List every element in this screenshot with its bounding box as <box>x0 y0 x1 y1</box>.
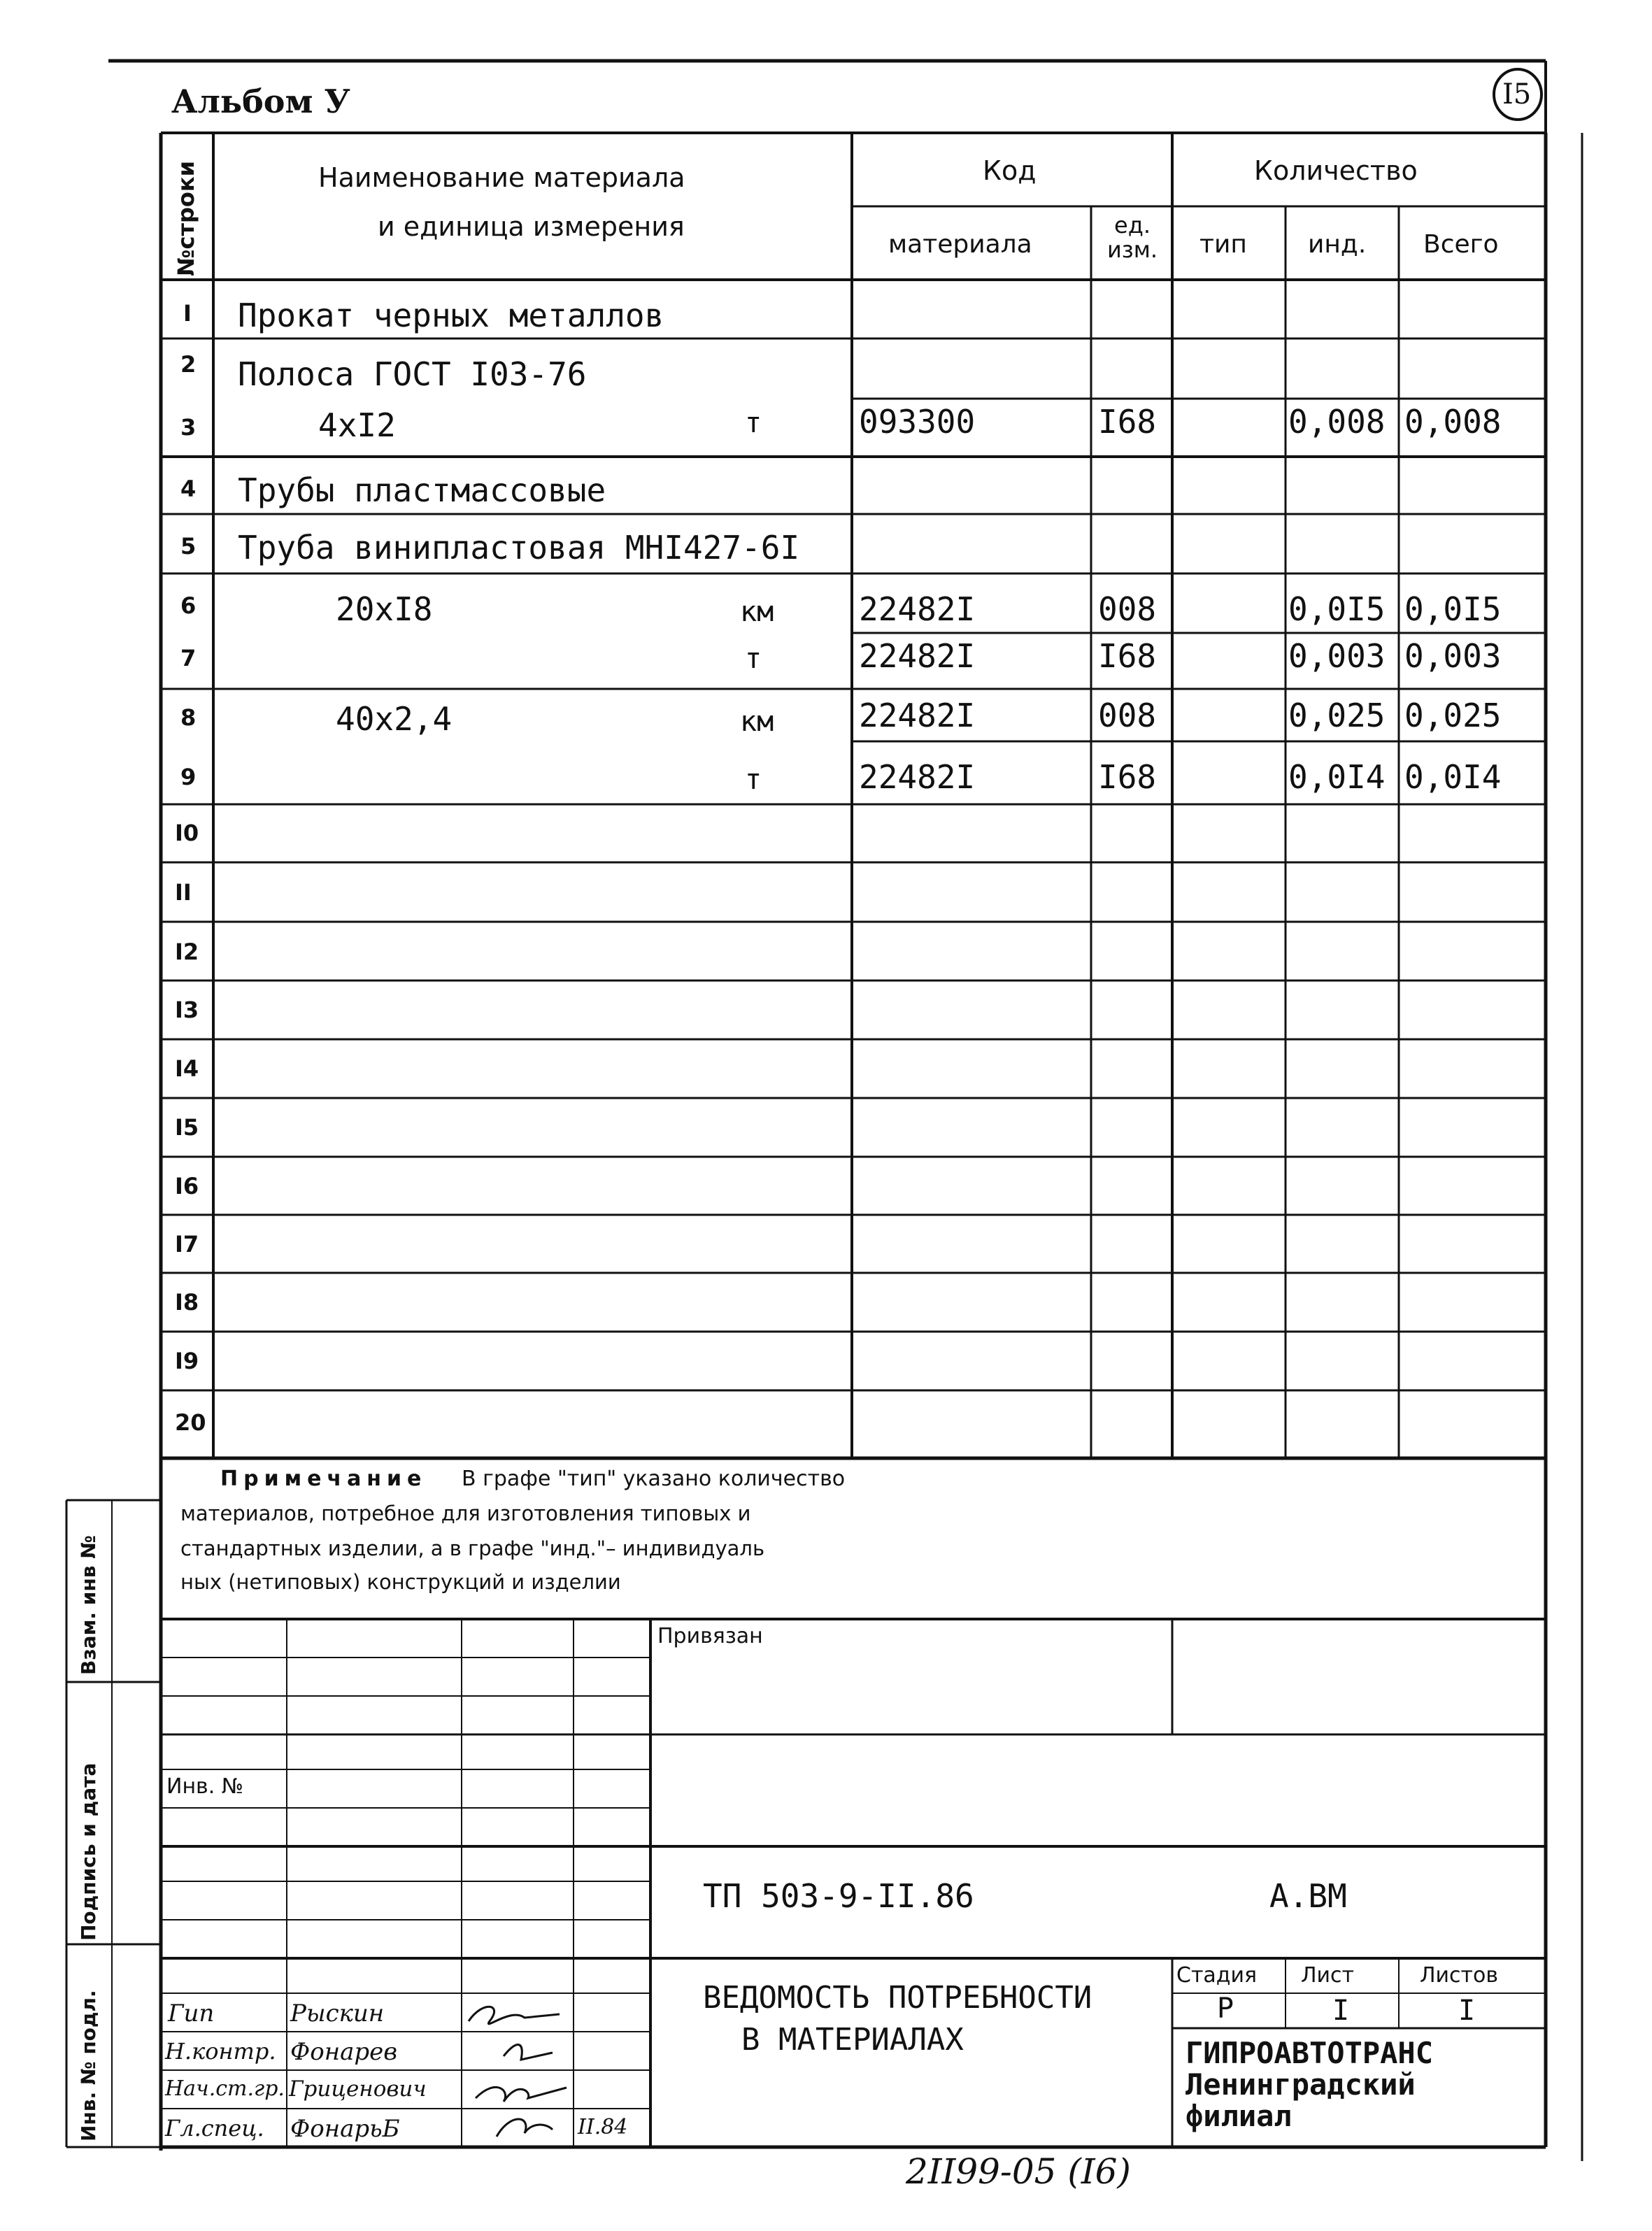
stamp-inv-no: Инв. № <box>166 1774 244 1799</box>
row-code: 093300 <box>859 403 976 441</box>
row-ind: 0,0I5 <box>1288 590 1386 628</box>
row-unit: км <box>740 596 774 628</box>
row-number: 4 <box>180 476 197 502</box>
row-code: 22482I <box>859 637 976 675</box>
row-number: I2 <box>175 939 199 965</box>
album-label: Альбом У <box>171 83 350 120</box>
note-title: Примечание <box>220 1467 427 1491</box>
row-number: 5 <box>180 533 197 559</box>
row-total: 0,0I5 <box>1404 590 1502 628</box>
stamp-sheets-label: Листов <box>1420 1963 1499 1988</box>
signer-name: Фонарев <box>290 2038 398 2066</box>
stamp-sheet: I <box>1332 1995 1350 2027</box>
note-line: В графе "тип" указано количество <box>462 1467 846 1491</box>
row-code: 22482I <box>859 590 976 628</box>
side-label-inv-orig: Инв. № подл. <box>77 1990 100 2141</box>
row-number: 6 <box>180 592 197 619</box>
header-name-line1: Наименование материала <box>318 162 685 193</box>
row-name: Труба винипластовая МНI427-6I <box>238 529 800 566</box>
signer-name: Рыскин <box>290 2000 385 2027</box>
row-number: I9 <box>175 1348 199 1374</box>
row-total: 0,025 <box>1404 697 1502 734</box>
row-number: 3 <box>180 414 197 441</box>
header-row-no: №строки <box>173 160 199 276</box>
header-qty-total: Всего <box>1423 230 1499 259</box>
note-line: материалов, потребное для изготовления типовых и <box>180 1502 751 1525</box>
row-number: 20 <box>175 1409 206 1436</box>
row-name: 4хI2 <box>318 406 396 444</box>
row-unit: т <box>745 764 762 796</box>
stamp-org-line3: филиал <box>1185 2099 1292 2133</box>
row-name: 20хI8 <box>336 590 433 628</box>
row-total: 0,0I4 <box>1404 758 1502 796</box>
row-number: 7 <box>180 645 197 671</box>
row-ind: 0,0I4 <box>1288 758 1386 796</box>
row-number: I5 <box>175 1114 199 1141</box>
signer-date: II.84 <box>578 2115 628 2139</box>
row-number: 8 <box>180 704 197 731</box>
signer-role: Нач.ст.гр. <box>165 2076 285 2101</box>
stamp-bound: Привязан <box>657 1624 763 1648</box>
stamp-sheet-label: Лист <box>1301 1963 1355 1988</box>
row-number: I8 <box>175 1289 199 1316</box>
header-code: Код <box>983 155 1037 186</box>
row-number: 2 <box>180 351 197 378</box>
signer-name: ФонарьБ <box>290 2115 400 2143</box>
stamp-org-line2: Ленинградский <box>1185 2067 1416 2102</box>
signer-role: Н.контр. <box>165 2038 276 2065</box>
row-unit-code: 008 <box>1098 590 1157 628</box>
header-qty-ind: инд. <box>1308 230 1367 259</box>
stamp-title-line1: ВЕДОМОСТЬ ПОТРЕБНОСТИ <box>703 1980 1092 2016</box>
row-unit: т <box>745 407 762 439</box>
row-number: I0 <box>175 820 199 846</box>
row-name: Трубы пластмассовые <box>238 471 606 509</box>
row-unit-code: I68 <box>1098 758 1157 796</box>
row-unit: км <box>740 706 774 738</box>
header-code-unit: ед. изм. <box>1106 212 1158 264</box>
row-code: 22482I <box>859 758 976 796</box>
row-number: II <box>175 879 192 906</box>
stamp-sheets: I <box>1458 1995 1476 2027</box>
row-unit-code: 008 <box>1098 697 1157 734</box>
signer-name: Гриценович <box>289 2076 427 2102</box>
row-number: 9 <box>180 764 197 790</box>
row-unit-code: I68 <box>1098 637 1157 675</box>
row-name: Прокат черных металлов <box>238 297 664 334</box>
stamp-stage: Р <box>1217 1993 1234 2025</box>
side-label-sign-date: Подпись и дата <box>77 1762 100 1941</box>
note-line: стандартных изделии, а в графе "инд."– индивидуаль <box>180 1537 765 1560</box>
header-code-material: материала <box>888 230 1032 259</box>
row-name: Полоса ГОСТ I03-76 <box>238 355 587 393</box>
note-line: ных (нетиповых) конструкций и изделии <box>180 1570 621 1594</box>
page-number: I5 <box>1502 78 1532 111</box>
row-number: I3 <box>175 997 199 1023</box>
row-number: I7 <box>175 1231 199 1257</box>
row-ind: 0,008 <box>1288 403 1386 441</box>
row-ind: 0,003 <box>1288 637 1386 675</box>
header-name-line2: и единица измерения <box>378 211 685 242</box>
row-number: I4 <box>175 1055 199 1082</box>
signer-role: Гл.спец. <box>165 2115 264 2141</box>
header-quantity: Количество <box>1254 155 1418 186</box>
footer-number: 2II99-05 (I6) <box>906 2151 1131 2192</box>
row-number: I6 <box>175 1173 199 1199</box>
row-number: I <box>183 300 192 327</box>
stamp-stage-label: Стадия <box>1176 1963 1258 1988</box>
row-code: 22482I <box>859 697 976 734</box>
signatures <box>462 1993 581 2147</box>
row-total: 0,003 <box>1404 637 1502 675</box>
stamp-doc-mark: А.ВМ <box>1269 1877 1347 1915</box>
stamp-doc-code: ТП 503-9-II.86 <box>703 1877 974 1915</box>
stamp-title-line2: В МАТЕРИАЛАХ <box>741 2022 964 2058</box>
side-label-replace: Взам. инв № <box>77 1535 100 1675</box>
row-total: 0,008 <box>1404 403 1502 441</box>
row-name: 40х2,4 <box>336 700 453 738</box>
row-unit-code: I68 <box>1098 403 1157 441</box>
signer-role: Гип <box>168 2000 215 2027</box>
row-ind: 0,025 <box>1288 697 1386 734</box>
row-unit: т <box>745 643 762 675</box>
stamp-org-line1: ГИПРОАВТОТРАНС <box>1185 2036 1434 2070</box>
header-qty-type: тип <box>1199 230 1247 259</box>
